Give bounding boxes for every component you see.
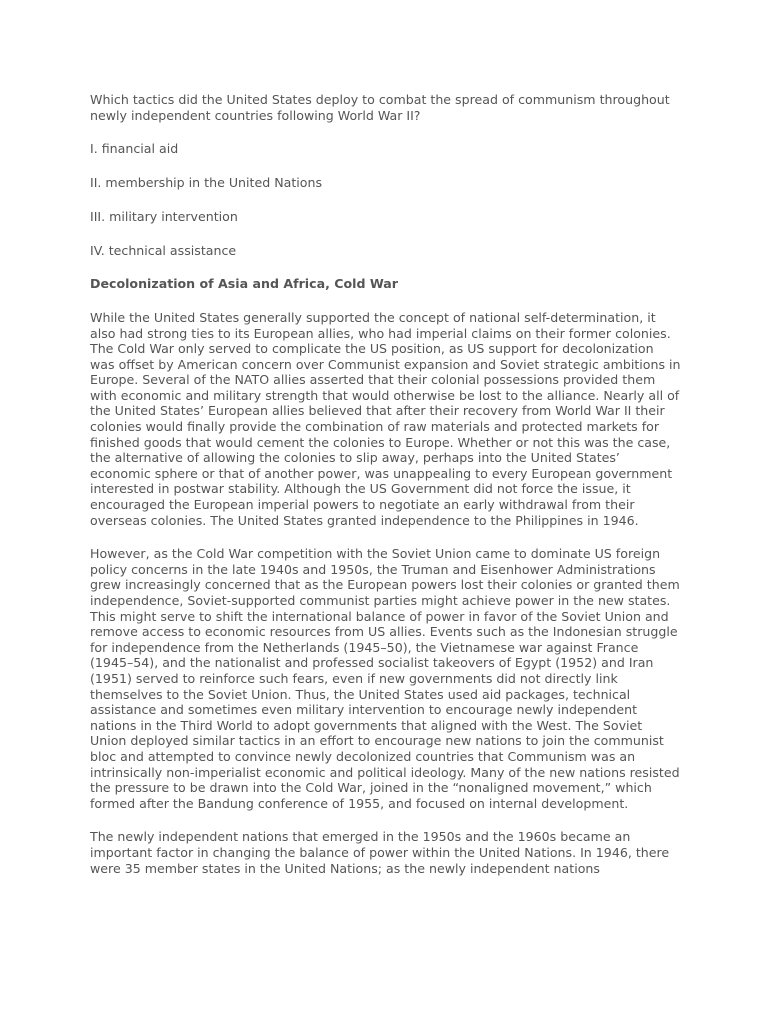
- option-2: II. membership in the United Nations: [90, 174, 323, 190]
- question-text: Which tactics did the United States deploy to combat the spread of communism throughout newly independent countries following World War II?: [90, 92, 670, 123]
- paragraph-3: The newly independent nations that emerged in the 1950s and the 1960s became an important factor in changing the balance of power within the United Nations. In 1946, there were 35 member states in the United Nations; as the newly independent nations: [90, 829, 670, 876]
- option-4: IV. technical assistance: [90, 242, 237, 258]
- paragraph-2: However, as the Cold War competition with the Soviet Union came to dominate US foreign policy concerns in the late 1940s and 1950s, the Truman and Eisenhower Administrations grew increasingly concerned that as the European powers lost their colonies or granted them independence, Soviet-supported communist parties might achieve power in the new states. This might serve to shift the international balance of power in favor of the Soviet Union and remove access to economic resources from US allies. Events such as the Indonesian struggle for independence from the Netherlands (1945–50), the Vietnamese war against France (1945–54), and the nationalist and professed socialist takeovers of Egypt (1952) and Iran (1951) served to reinforce such fears, even if new governments did not directly link themselves to the Soviet Union. Thus, the United States used aid packages, technical assistance and sometimes even military intervention to encourage newly independent nations in the Third World to adopt governments that aligned with the West. The Soviet Union deployed similar tactics in an effort to encourage new nations to join the communist bloc and attempted to convince newly decolonized countries that Communism was an intrinsically non-imperialist economic and political ideology. Many of the new nations resisted the pressure to be drawn into the Cold War, joined in the “nonaligned movement,” which formed after the Bandung conference of 1955, and focused on internal development.: [90, 546, 680, 811]
- document-page: [90, 92, 682, 894]
- option-3: III. military intervention: [90, 208, 238, 224]
- section-title: Decolonization of Asia and Africa, Cold War: [90, 276, 398, 292]
- option-1: I. financial aid: [90, 141, 179, 157]
- answer-options: [90, 141, 682, 258]
- paragraph-1: While the United States generally supported the concept of national self-determination, it also had strong ties to its European allies, who had imperial claims on their former colonies. The Cold War only served to complicate the US position, as US support for decolonization was offset by American concern over Communist expansion and Soviet strategic ambitions in Europe. Several of the NATO allies asserted that their colonial possessions provided them with economic and military strength that would otherwise be lost to the alliance. Nearly all of the United States’ European allies believed that after their recovery from World War II their colonies would finally provide the combination of raw materials and protected markets for finished goods that would cement the colonies to Europe. Whether or not this was the case, the alternative of allowing the colonies to slip away, perhaps into the United States’ economic sphere or that of another power, was unappealing to every European government interested in postwar stability. Although the US Government did not force the issue, it encouraged the European imperial powers to negotiate an early withdrawal from their overseas colonies. The United States granted independence to the Philippines in 1946.: [90, 309, 681, 528]
